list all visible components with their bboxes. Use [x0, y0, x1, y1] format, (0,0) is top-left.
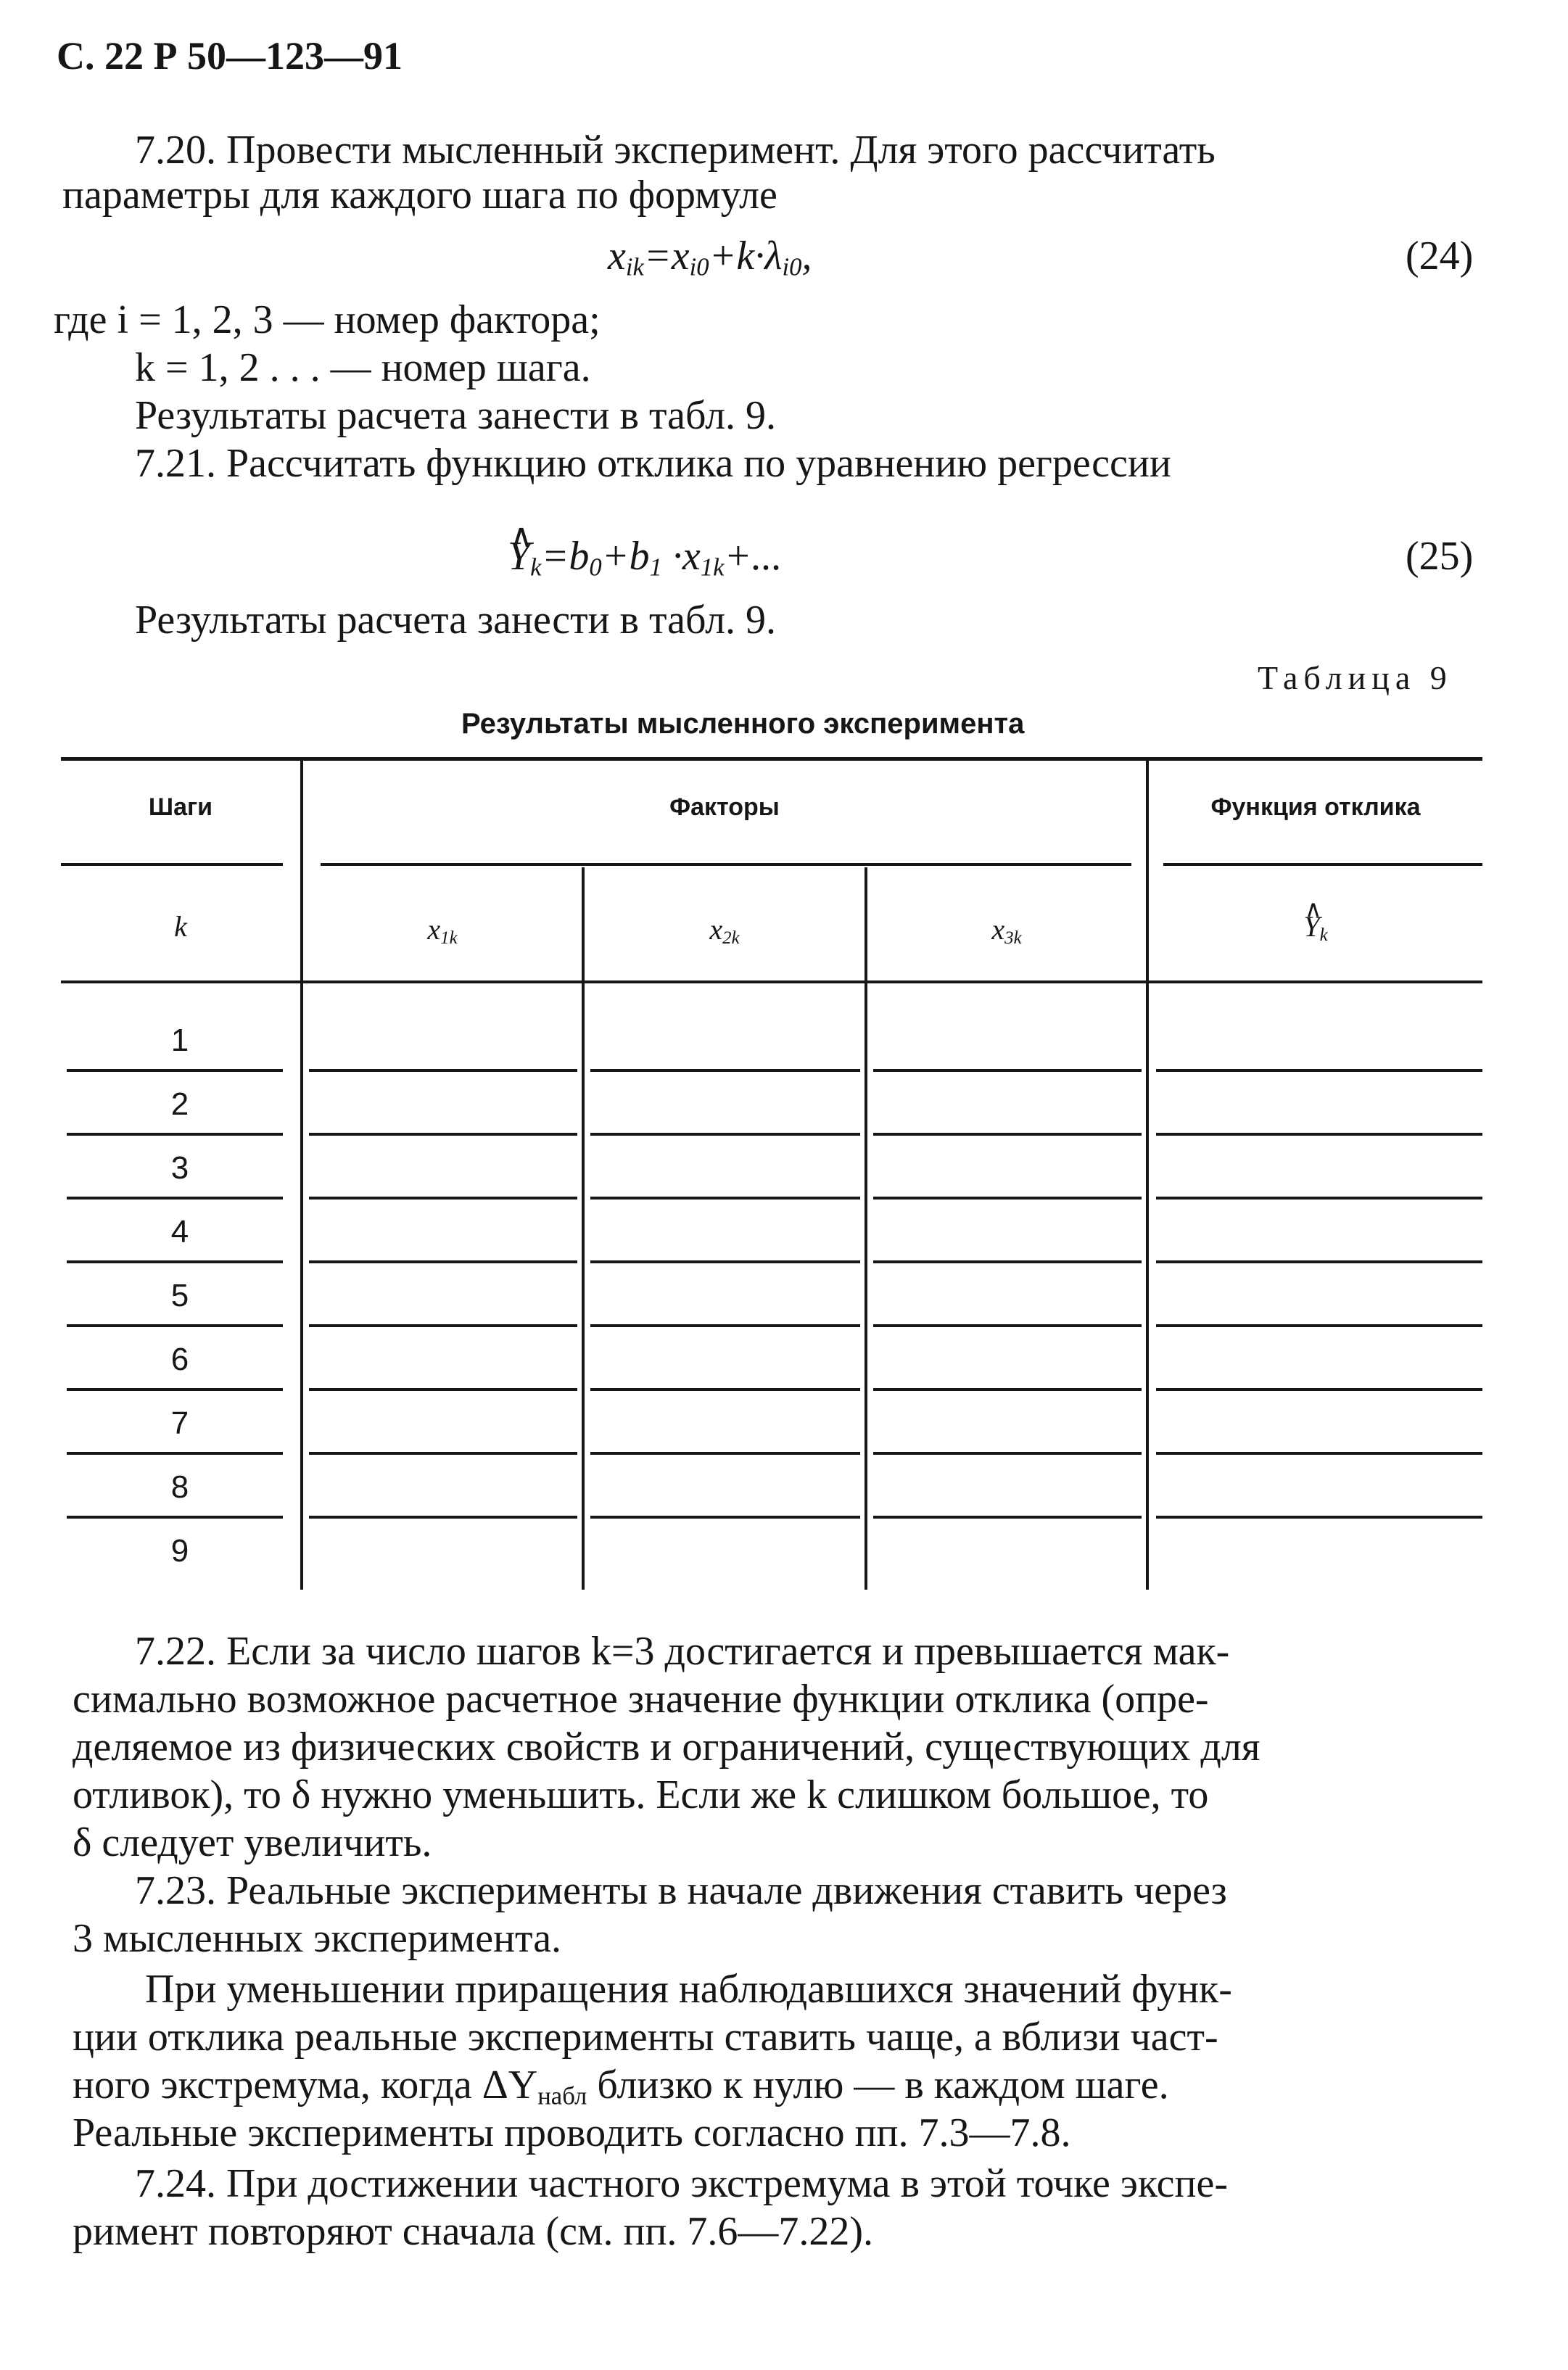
table-header-rule	[61, 980, 1482, 983]
table-row-rule	[1156, 1133, 1482, 1136]
para-7-20-line1: 7.20. Провести мысленный эксперимент. Для этого рассчитать	[135, 128, 1216, 173]
table-row-rule	[1156, 1260, 1482, 1263]
table-row-rule	[1156, 1197, 1482, 1200]
table-row-rule	[590, 1069, 860, 1072]
table-row-rule	[590, 1197, 860, 1200]
table-row-rule	[309, 1388, 577, 1391]
formula-25-number: (25)	[1406, 534, 1474, 579]
row-number: 5	[170, 1278, 189, 1313]
table-row-rule	[873, 1516, 1142, 1519]
formula-25: ∧ $Y_k=b_0+b_1 \cdot x_{1k}+$...	[508, 534, 782, 590]
table-divider-x2-x3	[865, 867, 867, 1590]
para-7-23-line4: ции отклика реальные эксперименты ставить чаще, а вблизи част-	[73, 2015, 1218, 2060]
subheader-x2k: $x_{2k}$	[709, 913, 740, 949]
table-row-rule	[1156, 1516, 1482, 1519]
table-row-rule	[309, 1133, 577, 1136]
table-row-rule	[309, 1324, 577, 1327]
col-header-steps: Шаги	[148, 793, 213, 821]
page-header: С. 22 Р 50—123—91	[57, 34, 403, 78]
table-row-rule	[873, 1069, 1142, 1072]
table-row-rule	[1156, 1324, 1482, 1327]
table-row-rule	[67, 1388, 283, 1391]
table-row-rule	[873, 1133, 1142, 1136]
row-number: 1	[170, 1023, 189, 1058]
table-label: Таблица 9	[1258, 659, 1453, 696]
para-7-22-line1: 7.22. Если за число шагов k=3 достигается и превышается мак-	[135, 1629, 1230, 1674]
table-factors-subrule	[321, 863, 1131, 866]
col-header-factors: Факторы	[669, 793, 780, 821]
row-number: 7	[170, 1405, 189, 1441]
table-row-rule	[67, 1069, 283, 1072]
para-7-22-line4: отливок), то δ нужно уменьшить. Если же k слишком большое, то	[73, 1772, 1209, 1817]
table-row-rule	[1156, 1069, 1482, 1072]
table-top-rule	[61, 757, 1482, 761]
row-number: 4	[170, 1214, 189, 1250]
table-row-rule	[590, 1133, 860, 1136]
results-line-1: Результаты расчета занести в табл. 9.	[135, 393, 777, 438]
row-number: 3	[170, 1150, 189, 1186]
subheader-yk: ∧ $Y_k$	[1149, 909, 1482, 946]
table-row-rule	[873, 1260, 1142, 1263]
subheader-x3k: $x_{3k}$	[991, 913, 1022, 949]
where-line-2: k = 1, 2 . . . — номер шага.	[135, 345, 591, 390]
table-row-rule	[590, 1324, 860, 1327]
row-number: 9	[170, 1533, 189, 1569]
table-divider-response	[1146, 760, 1149, 1590]
table-row-rule	[67, 1324, 283, 1327]
para-7-24-line1: 7.24. При достижении частного экстремума в этой точке экспе-	[135, 2161, 1228, 2206]
subheader-x1k: $x_{1k}$	[427, 913, 458, 949]
table-row-rule	[590, 1388, 860, 1391]
para-7-23-line3: При уменьшении приращения наблюдавшихся значений функ-	[145, 1967, 1232, 2012]
formula-24: $x_{ik}=x_{i0}+k\cdot\lambda_{i0}$,	[608, 234, 812, 281]
table-row-rule	[309, 1260, 577, 1263]
table-row-rule	[590, 1260, 860, 1263]
table-row-rule	[873, 1452, 1142, 1455]
table-row-rule	[590, 1516, 860, 1519]
table-response-subrule	[1163, 863, 1482, 866]
table-row-rule	[590, 1452, 860, 1455]
table-title: Результаты мысленного эксперимента	[461, 708, 1025, 740]
table-row-rule	[1156, 1452, 1482, 1455]
table-row-rule	[873, 1388, 1142, 1391]
table-row-rule	[67, 1197, 283, 1200]
table-row-rule	[309, 1452, 577, 1455]
para-7-23-line2: 3 мысленных эксперимента.	[73, 1916, 562, 1961]
table-divider-steps	[300, 760, 303, 1590]
col-header-response: Функция отклика	[1210, 793, 1421, 821]
table-divider-x1-x2	[582, 867, 585, 1590]
para-7-21-line1: 7.21. Рассчитать функцию отклика по уравнению регрессии	[135, 441, 1171, 486]
row-number: 2	[170, 1086, 189, 1122]
para-7-24-line2: римент повторяют сначала (см. пп. 7.6—7.22).	[73, 2209, 874, 2254]
where-line-1: где i = 1, 2, 3 — номер фактора;	[54, 297, 601, 342]
table-row-rule	[873, 1324, 1142, 1327]
para-7-23-line6: Реальные эксперименты проводить согласно пп. 7.3—7.8.	[73, 2110, 1071, 2155]
para-7-20-line2: параметры для каждого шага по формуле	[62, 173, 777, 218]
table-row-rule	[873, 1197, 1142, 1200]
table-steps-subrule	[61, 863, 283, 866]
subheader-k: k	[174, 910, 187, 943]
table-row-rule	[309, 1069, 577, 1072]
table-row-rule	[67, 1133, 283, 1136]
table-row-rule	[309, 1197, 577, 1200]
table-row-rule	[1156, 1388, 1482, 1391]
row-number: 8	[170, 1469, 189, 1505]
para-7-23-line5: ного экстремума, когда $\Delta Y_{набл}$ близко к нулю — в каждом шаге.	[73, 2063, 1169, 2110]
table-row-rule	[309, 1516, 577, 1519]
para-7-23-line1: 7.23. Реальные эксперименты в начале движения ставить через	[135, 1868, 1227, 1913]
results-line-2: Результаты расчета занести в табл. 9.	[135, 598, 777, 643]
table-row-rule	[67, 1260, 283, 1263]
table-row-rule	[67, 1516, 283, 1519]
table-row-rule	[67, 1452, 283, 1455]
formula-24-number: (24)	[1406, 234, 1474, 278]
row-number: 6	[170, 1342, 189, 1377]
para-7-22-line3: деляемое из физических свойств и ограничений, существующих для	[73, 1725, 1260, 1770]
para-7-22-line2: симально возможное расчетное значение функции отклика (опре-	[73, 1677, 1209, 1722]
para-7-22-line5: δ следует увеличить.	[73, 1820, 432, 1865]
